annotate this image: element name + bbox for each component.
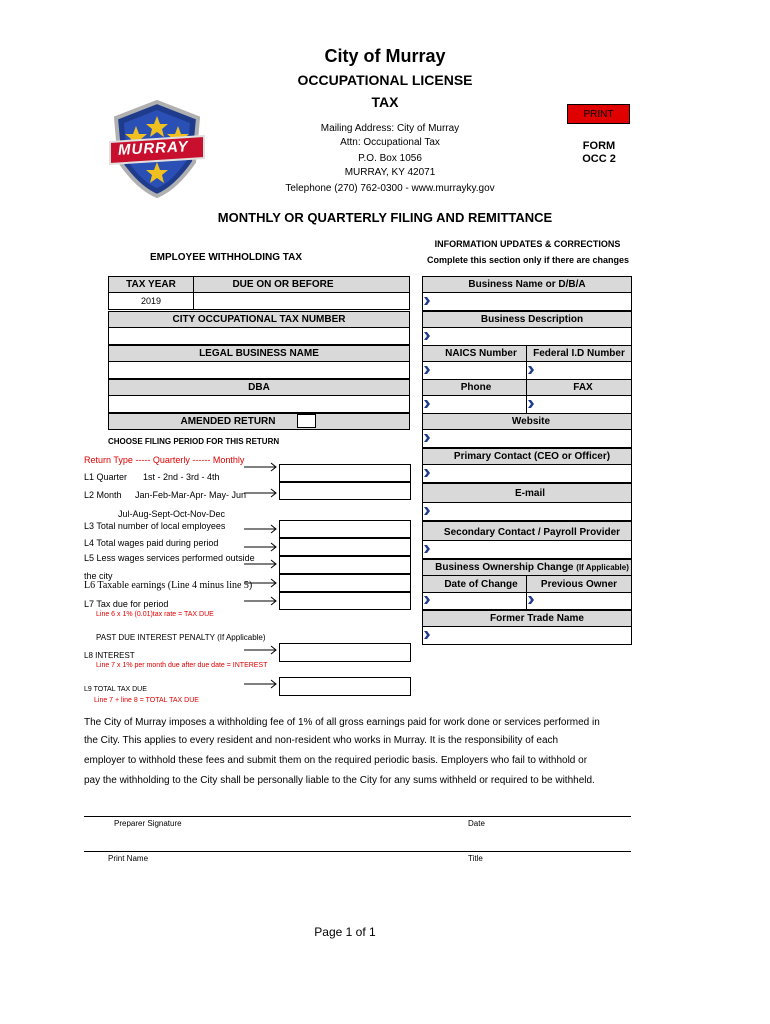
chevron-right-icon (528, 366, 534, 374)
business-name-field[interactable] (422, 292, 632, 311)
fed-id-label: Federal I.D Number (533, 348, 625, 359)
fax-field[interactable] (526, 395, 632, 414)
prev-owner-field[interactable] (526, 592, 632, 610)
fed-id-field[interactable] (526, 361, 632, 380)
address-line-1: Mailing Address: City of Murray (320, 123, 460, 134)
arrow-right-icon (244, 679, 278, 689)
form-number: OCC 2 (582, 153, 616, 165)
print-name-line[interactable] (84, 851, 631, 852)
ownership-label (422, 562, 642, 573)
right-section-sub: Complete this section only if there are changes (426, 255, 630, 265)
chevron-right-icon (528, 596, 534, 604)
main-title: MONTHLY OR QUARTERLY FILING AND REMITTANCE (217, 210, 553, 225)
former-trade-label: Former Trade Name (490, 613, 584, 624)
past-due-label: PAST DUE INTEREST PENALTY (If Applicable) (96, 633, 266, 642)
business-desc-field[interactable] (422, 327, 632, 346)
address-line-3: P.O. Box 1056 (358, 153, 422, 164)
l3-label: L3 Total number of local employees (84, 521, 226, 531)
address-line-2: Attn: Occupational Tax (340, 137, 440, 148)
chevron-right-icon (424, 434, 430, 442)
l4-label: L4 Total wages paid during period (84, 538, 219, 548)
chevron-right-icon (424, 631, 430, 639)
left-section-title: EMPLOYEE WITHHOLDING TAX (150, 252, 303, 263)
license-title-tax: TAX (371, 94, 399, 110)
chevron-right-icon (424, 596, 430, 604)
chevron-right-icon (424, 507, 430, 515)
l4-field[interactable] (279, 538, 411, 556)
form-label: FORM (582, 140, 616, 152)
l9-field[interactable] (279, 677, 411, 696)
l2-label: L2 Month (84, 490, 122, 500)
chevron-right-icon (424, 469, 430, 477)
ownership-note: (If Applicable) (576, 563, 629, 572)
website-field[interactable] (422, 429, 632, 448)
date-change-field[interactable] (422, 592, 527, 610)
email-field[interactable] (422, 502, 632, 521)
chevron-right-icon (424, 545, 430, 553)
license-title: OCCUPATIONAL LICENSE (297, 72, 473, 88)
city-title: City of Murray (324, 46, 446, 66)
naics-label: NAICS Number (445, 348, 517, 359)
arrow-right-icon (244, 578, 278, 588)
address-line-5: Telephone (270) 762-0300 - www.murrayky.gov (285, 183, 495, 194)
choose-period-label: CHOOSE FILING PERIOD FOR THIS RETURN (108, 437, 280, 446)
chevron-right-icon (424, 400, 430, 408)
dba-label: DBA (248, 382, 270, 393)
l7-label: L7 Tax due for period (84, 599, 169, 609)
l2-value-2: Jul-Aug-Sept-Oct-Nov-Dec (118, 509, 226, 519)
arrow-right-icon (244, 559, 278, 569)
page-number: Page 1 of 1 (314, 925, 376, 939)
tax-year-label: TAX YEAR (126, 279, 176, 290)
print-button[interactable]: PRINT (567, 104, 630, 124)
right-section-title: INFORMATION UPDATES & CORRECTIONS (434, 239, 621, 249)
city-tax-number-label: CITY OCCUPATIONAL TAX NUMBER (172, 314, 346, 325)
l9-note: Line 7 + line 8 = TOTAL TAX DUE (94, 697, 199, 704)
l2-value: Jan-Feb-Mar-Apr- May- Jun (135, 490, 247, 500)
title-label: Title (468, 854, 483, 863)
fax-label: FAX (573, 382, 593, 393)
arrow-right-icon (244, 542, 278, 552)
murray-logo (106, 96, 208, 200)
ownership-divider (422, 575, 632, 576)
business-desc-label: Business Description (480, 314, 584, 325)
l5-label-2: the city (84, 571, 113, 581)
prev-owner-label: Previous Owner (540, 579, 618, 590)
l1-label: L1 Quarter (84, 472, 128, 482)
date-label: Date (468, 819, 485, 828)
l8-label: L8 INTEREST (84, 651, 135, 660)
l8-note: Line 7 x 1% per month due after due date = INTEREST (96, 662, 268, 669)
address-block (255, 122, 525, 196)
paragraph-line-3: employer to withhold these fees and submit them on the required periodic basis. Employers who fail to withhold or (84, 755, 588, 766)
ownership-title: Business Ownership Change (435, 562, 574, 573)
amended-checkbox[interactable] (297, 414, 316, 428)
arrow-right-icon (244, 524, 278, 534)
l6-label: L6 Taxable earnings (Line 4 minus line 5) (84, 580, 253, 591)
legal-name-field[interactable] (108, 361, 410, 379)
naics-field[interactable] (422, 361, 527, 380)
email-label: E-mail (514, 488, 545, 499)
chevron-right-icon (424, 366, 430, 374)
chevron-right-icon (424, 332, 430, 340)
phone-field[interactable] (422, 395, 527, 414)
chevron-right-icon (424, 297, 430, 305)
preparer-signature-label: Preparer Signature (114, 819, 182, 828)
website-label: Website (511, 416, 551, 427)
arrow-right-icon (244, 488, 278, 498)
secondary-contact-field[interactable] (422, 540, 632, 559)
l7-note: Line 6 x 1% (0.01)tax rate = TAX DUE (96, 611, 214, 618)
l9-label: L9 TOTAL TAX DUE (84, 686, 147, 693)
city-tax-number-field[interactable] (108, 327, 410, 345)
l3-field[interactable] (279, 520, 411, 538)
address-line-4: MURRAY, KY 42071 (344, 167, 436, 178)
l8-field[interactable] (279, 643, 411, 662)
tax-year-value: 2019 (140, 296, 162, 306)
business-name-label: Business Name or D/B/A (468, 279, 586, 290)
l7-field[interactable] (279, 592, 411, 610)
dba-field[interactable] (108, 395, 410, 413)
phone-label: Phone (460, 382, 492, 393)
chevron-right-icon (528, 400, 534, 408)
due-label: DUE ON OR BEFORE (232, 279, 334, 290)
arrow-right-icon (244, 645, 278, 655)
return-type-label: Return Type ----- Quarterly ------ Monthly (84, 455, 245, 465)
legal-name-label: LEGAL BUSINESS NAME (199, 348, 319, 359)
l1-field[interactable] (279, 464, 411, 482)
arrow-right-icon (244, 462, 278, 472)
primary-contact-label: Primary Contact (CEO or Officer) (453, 451, 611, 462)
withholding-paragraph (84, 714, 644, 790)
paragraph-line-1: The City of Murray imposes a withholding fee of 1% of all gross earnings paid for work done or services performed in (84, 717, 600, 728)
logo-text: MURRAY (117, 138, 190, 159)
date-change-label: Date of Change (444, 579, 518, 590)
signature-line[interactable] (84, 816, 631, 817)
former-trade-field[interactable] (422, 626, 632, 645)
arrow-right-icon (244, 596, 278, 606)
paragraph-line-4: pay the withholding to the City shall be personally liable to the City for any sums withheld or required to be withheld. (84, 775, 595, 786)
amended-label: AMENDED RETURN (180, 416, 276, 427)
paragraph-line-2: the City. This applies to every resident and non-resident who works in Murray. It is the responsibility of each (84, 735, 559, 746)
primary-contact-field[interactable] (422, 464, 632, 483)
l2-field[interactable] (279, 482, 411, 500)
print-name-label: Print Name (108, 854, 149, 863)
l5-label: L5 Less wages services performed outside (84, 553, 255, 563)
l6-field[interactable] (279, 574, 411, 592)
l1-value: 1st - 2nd - 3rd - 4th (143, 472, 220, 482)
secondary-contact-label: Secondary Contact / Payroll Provider (443, 527, 621, 538)
due-date-field[interactable] (193, 292, 410, 310)
l5-field[interactable] (279, 556, 411, 574)
